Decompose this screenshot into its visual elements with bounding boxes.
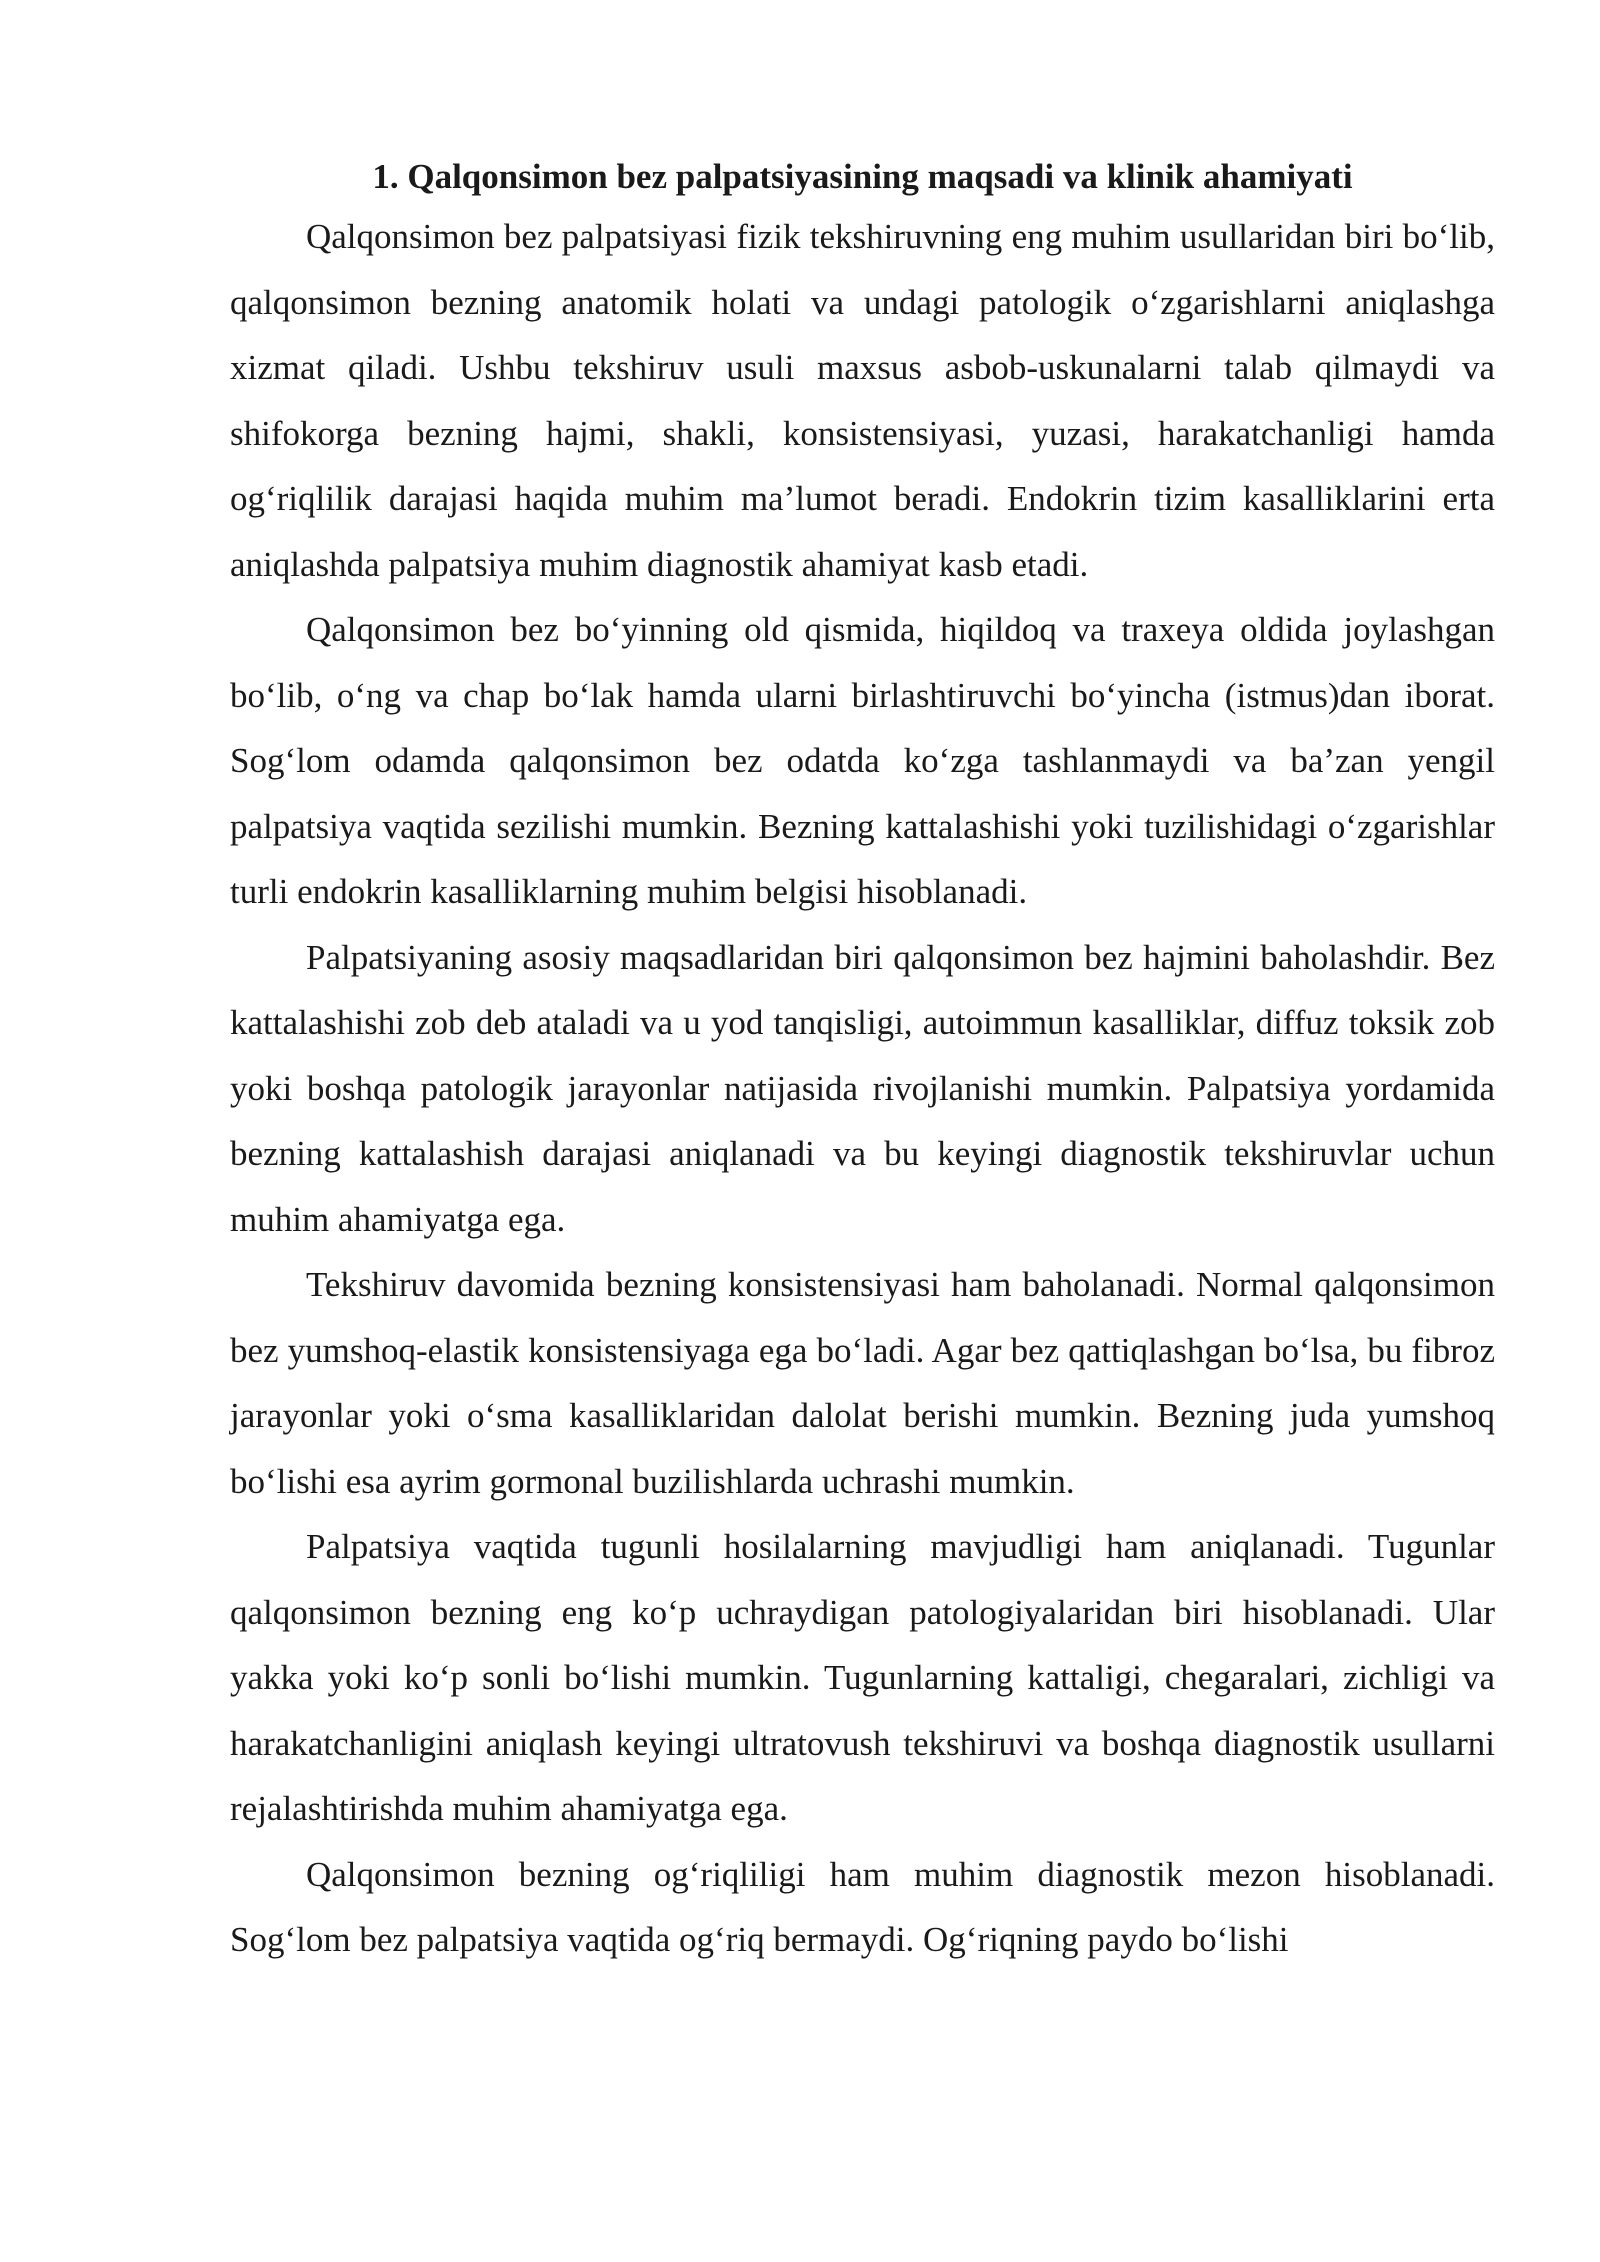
paragraph-size: Palpatsiyaning asosiy maqsadlaridan biri qalqonsimon bez hajmini baholashdir. Bez kattalashishi zob deb ataladi va u yod tanqisligi, autoimmun kasalliklar, diffuz toksik zob yoki boshqa patologik jarayonlar natijasida rivojlanishi mumkin. Palpatsiya yordamida bezning kattalashish darajasi aniqlanadi va bu keyingi diagnostik tekshiruvlar uchun muhim ahamiyatga ega. — [230, 937, 1495, 1239]
paragraph-pain: Qalqonsimon bezning og‘riqliligi ham muhim diagnostik mezon hisoblanadi. Sog‘lom bez palpatsiya vaqtida og‘riq bermaydi. Og‘riqning paydo bo‘lishi — [230, 1854, 1495, 1959]
section-heading: 1. Qalqonsimon bez palpatsiyasining maqsadi va klinik ahamiyati — [372, 157, 1353, 196]
document-page — [230, 150, 1495, 1973]
paragraph-nodules: Palpatsiya vaqtida tugunli hosilalarning mavjudligi ham aniqlanadi. Tugunlar qalqonsimon bezning eng ko‘p uchraydigan patologiyalaridan biri hisoblanadi. Ular yakka yoki ko‘p sonli bo‘lishi mumkin. Tugunlarning kattaligi, chegaralari, zichligi va harakatchanligini aniqlash keyingi ultratovush tekshiruvi va boshqa diagnostik usullarni rejalashtirishda muhim ahamiyatga ega. — [230, 1527, 1495, 1828]
paragraph-anatomy: Qalqonsimon bez bo‘yinning old qismida, hiqildoq va traxeya oldida joylashgan bo‘lib, o‘ng va chap bo‘lak hamda ularni birlashtiruvchi bo‘yincha (istmus)dan iborat. Sog‘lom odamda qalqonsimon bez odatda ko‘zga tashlanmaydi va ba’zan yengil palpatsiya vaqtida sezilishi mumkin. Bezning kattalashishi yoki tuzilishidagi o‘zgarishlar turli endokrin kasalliklarning muhim belgisi hisoblanadi. — [230, 610, 1495, 911]
paragraph-consistency: Tekshiruv davomida bezning konsistensiyasi ham baholanadi. Normal qalqonsimon bez yumshoq-elastik konsistensiyaga ega bo‘ladi. Agar bez qattiqlashgan bo‘lsa, bu fibroz jarayonlar yoki o‘sma kasalliklaridan dalolat berishi mumkin. Bezning juda yumshoq bo‘lishi esa ayrim gormonal buzilishlarda uchrashi mumkin. — [230, 1265, 1495, 1501]
paragraph-purpose: Qalqonsimon bez palpatsiyasi fizik tekshiruvning eng muhim usullaridan biri bo‘lib, qalqonsimon bezning anatomik holati va undagi patologik o‘zgarishlarni aniqlashga xizmat qiladi. Ushbu tekshiruv usuli maxsus asbob-uskunalarni talab qilmaydi va shifokorga bezning hajmi, shakli, konsistensiyasi, yuzasi, harakatchanligi hamda og‘riqlilik darajasi haqida muhim ma’lumot beradi. Endokrin tizim kasalliklarini erta aniqlashda palpatsiya muhim diagnostik ahamiyat kasb etadi. — [230, 217, 1495, 584]
